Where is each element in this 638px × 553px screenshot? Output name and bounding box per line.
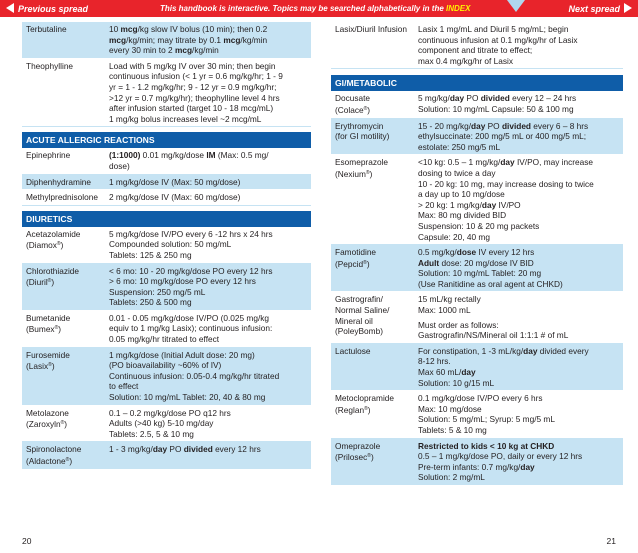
drug-dose	[106, 406, 311, 442]
brand-name: (for GI motility)	[335, 131, 390, 142]
registered-mark: ®	[48, 362, 52, 369]
brand-name: (PoleyBomb)	[335, 326, 383, 337]
generic-name: Metoclopramide	[335, 393, 395, 404]
brand-name: (Colace	[335, 104, 364, 115]
dose-line: 0.1 mg/kg/dose IV/PO every 6 hrs	[418, 393, 543, 404]
previous-spread-button[interactable]	[6, 3, 88, 14]
drug-name: Furosemide (Lasix®)	[26, 349, 70, 372]
registered-mark: ®	[47, 278, 52, 285]
section-header-diuretics: DIURETICS	[22, 211, 311, 227]
generic-name-3: Mineral oil	[335, 315, 373, 326]
dose-line: 10 - 20 kg: 10 mg, may increase dosing to twice	[418, 178, 594, 189]
drug-row-terbutaline	[22, 22, 311, 59]
dose-line: Solution: 5 mg/mL; Syrup: 5 mg/5 mL	[418, 414, 555, 425]
drug-row-lactulose	[331, 344, 623, 391]
dose-line: Tablets: 125 & 250 mg	[109, 249, 192, 260]
dose-line: Max: 10 mg/dose	[418, 403, 482, 414]
drug-row-gastrografin	[331, 292, 623, 343]
drug-dose	[415, 22, 623, 68]
brand-name: (Diuril	[26, 277, 48, 288]
dose-line: component and titrate to effect;	[418, 45, 533, 56]
dose-line: 0.05 mg/kg/hr titrated to effect	[109, 334, 220, 345]
drug-row-acetazolamide	[22, 227, 311, 264]
dose-line: Must order as follows:	[418, 319, 499, 330]
registered-mark: ®	[363, 105, 368, 112]
drug-dose: 5 mg/kg/day PO divided every 12 – 24 hrs Solution: 10 mg/mL Capsule: 50 & 100 mg	[415, 91, 623, 117]
drug-dose	[415, 292, 623, 342]
dose-line: dose)	[109, 160, 130, 171]
generic-name: Famotidine	[335, 247, 377, 258]
brand-name: (Aldactone	[26, 456, 66, 466]
dose-line: 0.5 – 1 mg/kg/dose PO, daily or every 12 hrs	[418, 451, 583, 462]
drug-name	[331, 119, 415, 155]
left-page	[22, 22, 311, 470]
registered-mark: ®	[54, 325, 59, 332]
drug-name: Omeprazole (Prilosec®)	[335, 440, 381, 463]
right-page	[331, 22, 623, 486]
brand-name: (Diamox	[26, 240, 57, 251]
drug-name: Bumetanide (Bumex®)	[26, 312, 71, 335]
dose-line: estolate: 250 mg/5 mL	[418, 141, 501, 152]
generic-name: Docusate	[335, 93, 371, 104]
dose-line: Capsule: 20, 40 mg	[418, 231, 490, 242]
brand-name: (Pepcid	[335, 258, 364, 269]
dose-line: Lasix 1 mg/mL and Diuril 5 mg/mL; begin	[418, 24, 569, 34]
drug-row-bumetanide	[22, 311, 311, 348]
brand-name: (Reglan	[335, 404, 365, 415]
dose-line: Max: 80 mg divided BID	[418, 210, 507, 221]
dose-line: > 6 mo: 10 mg/kg/dose PO every 12 hrs	[109, 276, 256, 287]
dose-line: a day up to 10 mg/dose	[418, 189, 505, 200]
dose-line: equiv to 1 mg/kg Lasix); continuous infusion:	[109, 323, 273, 334]
dose-line: Gastrografin/NS/Mineral oil 1:1:1 # of mL	[418, 330, 569, 341]
drug-dose: 10 mcg/kg slow IV bolus (10 min); then 0.2 mcg/kg/min; may titrate by 0.1 mcg/kg/min every 30 min to 2 mcg/kg/min	[109, 24, 268, 56]
page-number-right: 21	[606, 536, 616, 546]
drug-row-metolazone	[22, 406, 311, 443]
next-spread-button[interactable]	[568, 3, 632, 14]
dose-line: 8-12 hrs.	[418, 356, 451, 367]
interactive-notice	[160, 4, 470, 13]
brand-name: (Nexium	[335, 168, 366, 179]
dose-line: Solution: 10 g/15 mL	[418, 377, 495, 388]
drug-dose	[106, 311, 311, 347]
dose-line: continuous infusion at 0.1 mg/kg/hr of Lasix	[418, 34, 578, 45]
drug-name: Methylprednisolone	[26, 192, 98, 203]
drug-row-famotidine	[331, 245, 623, 292]
generic-name: Esomeprazole	[335, 157, 389, 168]
arrow-right-icon	[624, 3, 632, 13]
drug-dose: 15 - 20 mg/kg/day PO divided every 6 – 8 hrs ethylsuccinate: 200 mg/5 mL or 400 mg/5 mL; estolate: 250 mg/5 mL	[415, 119, 623, 155]
notice-text: This handbook is interactive. Topics may be searched alphabetically in the	[160, 4, 444, 13]
dose-line: continuous infusion (< 1 yr = 0.6 mg/kg/hr; 1 - 9	[109, 71, 283, 82]
drug-dose	[106, 59, 311, 127]
generic-name: Chlorothiazide	[26, 265, 80, 276]
dose-line: 15 mL/kg rectally	[418, 294, 481, 305]
dose-line: 0.01 - 0.05 mg/kg/dose IV/PO (0.025 mg/kg	[109, 312, 270, 323]
registered-mark: ®	[363, 259, 367, 266]
dose-line: Tablets: 5 & 10 mg	[418, 425, 487, 435]
section-header-acute-allergic: ACUTE ALLERGIC REACTIONS	[22, 132, 311, 148]
dose-line: 0.1 – 0.2 mg/kg/dose PO q12 hrs	[109, 407, 231, 418]
registered-mark: ®	[367, 453, 371, 460]
drug-name: Metoclopramide (Reglan®)	[335, 393, 395, 415]
section-header-gi-metabolic: GI/METABOLIC	[331, 75, 623, 91]
generic-name: Bumetanide	[26, 312, 71, 323]
drug-dose	[106, 227, 311, 263]
drug-row-erythromycin	[331, 119, 623, 156]
drug-row-lasix-diuril-infusion	[331, 22, 623, 69]
drug-dose: For constipation, 1 -3 mL/kg/day divided every 8-12 hrs. Max 60 mL/day Solution: 10 g/15 mL	[415, 344, 623, 390]
dose-line: ethylsuccinate: 200 mg/5 mL or 400 mg/5 mL;	[418, 131, 587, 142]
restriction-note: Restricted to kids < 10 kg at CHKD	[418, 440, 555, 451]
registered-mark: ®	[65, 457, 70, 463]
drug-name: Esomeprazole (Nexium®)	[335, 157, 389, 179]
dose-line: Tablets: 2.5, 5 & 10 mg	[109, 428, 194, 439]
drug-name	[331, 292, 415, 342]
dose-line: Max: 1000 mL	[418, 305, 471, 316]
next-spread-label: Next spread	[568, 4, 620, 14]
generic-name: Erythromycin	[335, 120, 384, 131]
drug-dose: 2 mg/kg/dose IV (Max: 60 mg/dose)	[109, 192, 241, 203]
dose-line: (Use Ranitidine as oral agent at CHKD)	[418, 278, 563, 289]
generic-name: Omeprazole	[335, 440, 381, 451]
generic-name: Acetazolamide	[26, 228, 81, 239]
dose-line: yr = 1 - 1.2 mg/kg/hr; 9 - 12 yr = 0.9 mg/kg/hr;	[109, 81, 277, 92]
page-number-left: 20	[22, 536, 32, 546]
dose-line: (PO bioavailability ~60% of IV)	[109, 360, 222, 371]
index-link[interactable]: INDEX	[446, 4, 471, 13]
drug-row-chlorothiazide	[22, 264, 311, 311]
dose-line: Continuous infusion: 0.05-0.4 mg/kg/hr titrated	[109, 370, 280, 381]
registered-mark: ®	[56, 241, 61, 248]
brand-name: (Bumex	[26, 324, 55, 335]
dose-line: 1 mg/kg bolus increases level ~2 mcg/mL	[109, 113, 262, 124]
drug-dose	[106, 264, 311, 310]
drug-dose: <10 kg: 0.5 – 1 mg/kg/day IV/PO, may increase dosing to twice a day 10 - 20 kg: 10 mg, may increase dosing to twice a day up to 10 mg/dose > 20 kg: 1 mg/kg/day IV/PO Max: 80 mg divided BID Suspension: 10 & 20 mg packets Capsule: 20, 40 mg	[415, 155, 623, 244]
dose-line: Suspension: 250 mg/5 mL	[109, 286, 206, 297]
drug-name: Diphenhydramine	[26, 176, 92, 187]
dose-line: 5 mg/kg/dose IV/PO every 6 -12 hrs x 24 hrs	[109, 228, 273, 239]
previous-spread-label: Previous spread	[18, 4, 89, 14]
dose-line: Suspension: 10 & 20 mg packets	[418, 220, 540, 231]
dose-line: after infusion started (target 10 - 18 mcg/mL)	[109, 103, 274, 114]
drug-name: Chlorothiazide (Diuril®)	[26, 265, 80, 288]
drug-name: Epinephrine	[26, 150, 71, 161]
arrow-left-icon	[6, 3, 14, 13]
dose-line: Solution: 10 mg/mL Capsule: 50 & 100 mg	[418, 103, 574, 114]
generic-name: Furosemide	[26, 349, 70, 360]
dose-line: Solution: 10 mg/mL Tablet: 20 mg	[418, 268, 542, 279]
brand-name: (Zaroxyln	[26, 419, 61, 430]
generic-name: Metolazone	[26, 407, 69, 418]
dose-line: max 0.4 mg/kg/hr of Lasix	[418, 55, 513, 66]
dose-line: Compounded solution: 50 mg/mL	[109, 239, 232, 250]
top-navigation-bar	[0, 0, 638, 17]
drug-name: Lactulose	[335, 345, 371, 356]
dose-line: >12 yr = 0.7 mg/kg/hr); theophylline level 4 hrs	[109, 92, 280, 103]
brand-name: (Prilosec	[335, 452, 368, 463]
dose-line: dosing to twice a day	[418, 167, 496, 178]
drug-dose: (1:1000) 0.01 mg/kg/dose IM (Max: 0.5 mg/ dose)	[106, 148, 311, 173]
registered-mark: ®	[60, 420, 65, 427]
drug-row-methylprednisolone	[22, 190, 311, 206]
drug-dose: Restricted to kids < 10 kg at CHKD 0.5 – 1 mg/kg/dose PO, daily or every 12 hrs Pre-term infants: 0.7 mg/kg/day Solution: 2 mg/mL	[415, 439, 623, 485]
dose-line: to effect	[109, 381, 139, 392]
drug-name: Spironolactone (Aldactone®)	[26, 444, 82, 466]
drug-name: Lasix/Diuril Infusion	[335, 24, 407, 34]
brand-name: (Lasix	[26, 361, 49, 372]
drug-row-epinephrine	[22, 148, 311, 174]
generic-name: Spironolactone	[26, 444, 82, 455]
drug-dose	[106, 348, 311, 405]
drug-row-diphenhydramine	[22, 175, 311, 191]
drug-name: Famotidine (Pepcid®)	[335, 247, 377, 269]
drug-dose: 1 - 3 mg/kg/day PO divided every 12 hrs	[109, 444, 261, 455]
generic-name-2: Normal Saline/	[335, 305, 390, 316]
registered-mark: ®	[364, 405, 368, 412]
drug-row-metoclopramide	[331, 391, 623, 438]
drug-row-esomeprazole	[331, 155, 623, 245]
dose-line: Adults (>40 kg) 5-10 mg/day	[109, 418, 214, 429]
dose-line: 1 mg/kg/dose (Initial Adult dose: 20 mg)	[109, 349, 255, 360]
drug-row-furosemide	[22, 348, 311, 406]
drug-dose	[415, 391, 623, 437]
drug-name: Docusate (Colace®)	[335, 93, 371, 115]
drug-name: Theophylline	[26, 60, 74, 71]
dose-line: Solution: 2 mg/mL	[418, 472, 485, 483]
index-pointer-icon	[507, 0, 525, 12]
generic-name: Gastrografin/	[335, 294, 383, 305]
drug-dose: 0.5 mg/kg/dose IV every 12 hrs Adult dose: 20 mg/dose IV BID Solution: 10 mg/mL Tablet: 20 mg (Use Ranitidine as oral agent at CHKD)	[415, 245, 623, 291]
registered-mark: ®	[365, 169, 370, 176]
drug-row-spironolactone	[22, 442, 311, 469]
drug-row-theophylline	[22, 59, 311, 128]
drug-name: Metolazone (Zaroxyln®)	[26, 407, 69, 430]
drug-name: Terbutaline	[26, 24, 67, 34]
dose-line: Solution: 10 mg/mL Tablet: 20, 40 & 80 mg	[109, 392, 266, 403]
drug-row-omeprazole	[331, 439, 623, 486]
drug-dose: 1 mg/kg/dose IV (Max: 50 mg/dose)	[109, 176, 241, 187]
drug-name: Acetazolamide (Diamox®)	[26, 228, 81, 251]
dose-line: < 6 mo: 10 - 20 mg/kg/dose PO every 12 hrs	[109, 265, 273, 276]
dose-line: Tablets: 250 & 500 mg	[109, 297, 192, 308]
drug-row-docusate	[331, 91, 623, 118]
dose-line: Load with 5 mg/kg IV over 30 min; then begin	[109, 60, 276, 71]
